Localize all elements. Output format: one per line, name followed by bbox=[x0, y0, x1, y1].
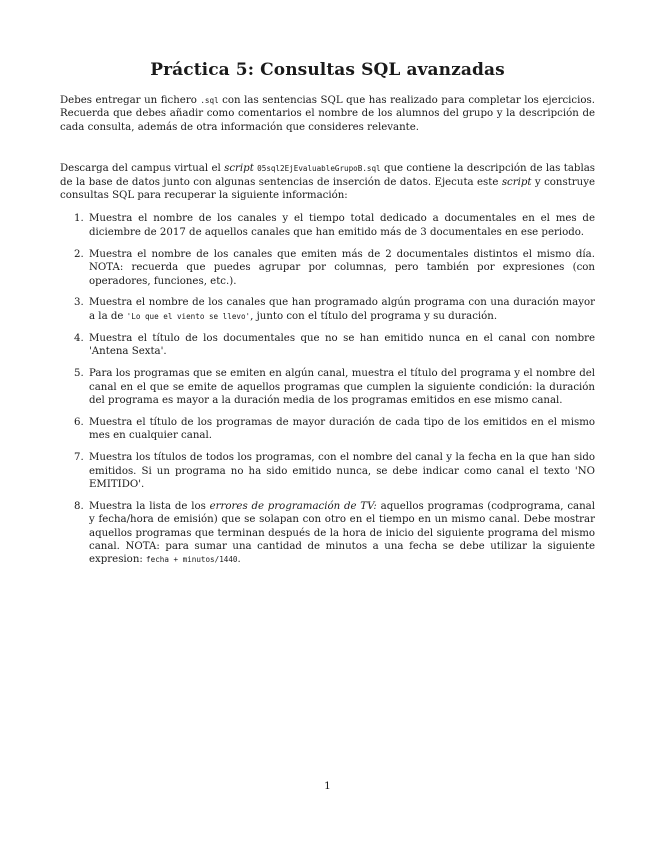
download-text-2: que contiene la descripción de las tablas de la base de datos junto con algunas sentencias de inserción de datos. Ejecuta este bbox=[60, 163, 596, 188]
download-text-3: y construye consultas SQL para recuperar la siguiente información: bbox=[60, 176, 596, 202]
date-expression-code: fecha + minutos/1440 bbox=[146, 555, 238, 565]
exercise-item-5: 5. Para los programas que se emiten en algún canal, muestra el título del programa y el nombre del canal en el que se emite de aquellos programas que cumplen la siguiente condición: la duración del programa es mayor a la duración media de los programas emitidos en ese mismo canal. bbox=[87, 367, 595, 407]
script-word-2: script bbox=[501, 176, 532, 188]
script-word: script bbox=[224, 163, 254, 175]
document-page bbox=[60, 60, 595, 575]
script-filename: 05sql2EjEvaluableGrupoB.sql bbox=[257, 164, 381, 174]
exercise-list bbox=[60, 212, 595, 566]
intro-text-2: con las sentencias SQL que has realizado para completar los ejercicios. Recuerda que debes añadir como comentarios el nombre de los alumnos del grupo y la descripción de cada consulta, además de otra información que consideres relevante. bbox=[60, 95, 595, 133]
intro-code-sql: .sql bbox=[200, 96, 219, 105]
document-title: Práctica 5: Consultas SQL avanzadas bbox=[150, 60, 505, 80]
intro-paragraph bbox=[60, 94, 595, 134]
exercise-item-7: 7. Muestra los títulos de todos los programas, con el nombre del canal y la fecha en la que han sido emitidos. Si un programa no ha sido emitido nunca, se debe indicar como canal el texto 'NO EMITIDO'. bbox=[87, 451, 595, 491]
movie-title-code: 'Lo que el viento se llevo' bbox=[126, 311, 251, 321]
exercise-item-1: 1. Muestra el nombre de los canales y el tiempo total dedicado a documentales en el mes de diciembre de 2017 de aquellos canales que han emitido más de 3 documentales en ese periodo. bbox=[87, 212, 595, 239]
download-paragraph bbox=[60, 162, 595, 202]
download-text-1: Descarga del campus virtual el bbox=[60, 163, 225, 175]
exercise-item-2: 2. Muestra el nombre de los canales que emiten más de 2 documentales distintos el mismo día. NOTA: recuerda que puedes agrupar por columnas, pero también por expresiones (con operadores, funciones, etc.). bbox=[87, 248, 595, 288]
exercise-item-8: 8. Muestra la lista de los errores de programación de TV: aquellos programas (codprograma, canal y fecha/hora de emisión) que se solapan con otro en el tiempo en un mismo canal. Debe mostrar aquellos programas que terminan después de la hora de inicio del siguiente programa del mismo canal. NOTA: para sumar una cantidad de minutos a una fecha se debe utilizar la siguiente expresion: fecha + minutos/1440. bbox=[87, 500, 595, 567]
exercise-item-3: 3. Muestra el nombre de los canales que han programado algún programa con una duración mayor a la de 'Lo que el viento se llevo', junto con el título del programa y su duración. bbox=[87, 296, 595, 323]
emphasis-errores: errores de programación de TV: bbox=[209, 500, 377, 512]
exercise-item-6: 6. Muestra el título de los programas de mayor duración de cada tipo de los emitidos en el mismo mes en cualquier canal. bbox=[87, 416, 595, 443]
intro-text-1: Debes entregar un fichero bbox=[60, 95, 201, 106]
page-number: 1 bbox=[324, 780, 331, 792]
exercise-item-4: 4. Muestra el título de los documentales que no se han emitido nunca en el canal con nombre 'Antena Sexta'. bbox=[87, 332, 595, 359]
